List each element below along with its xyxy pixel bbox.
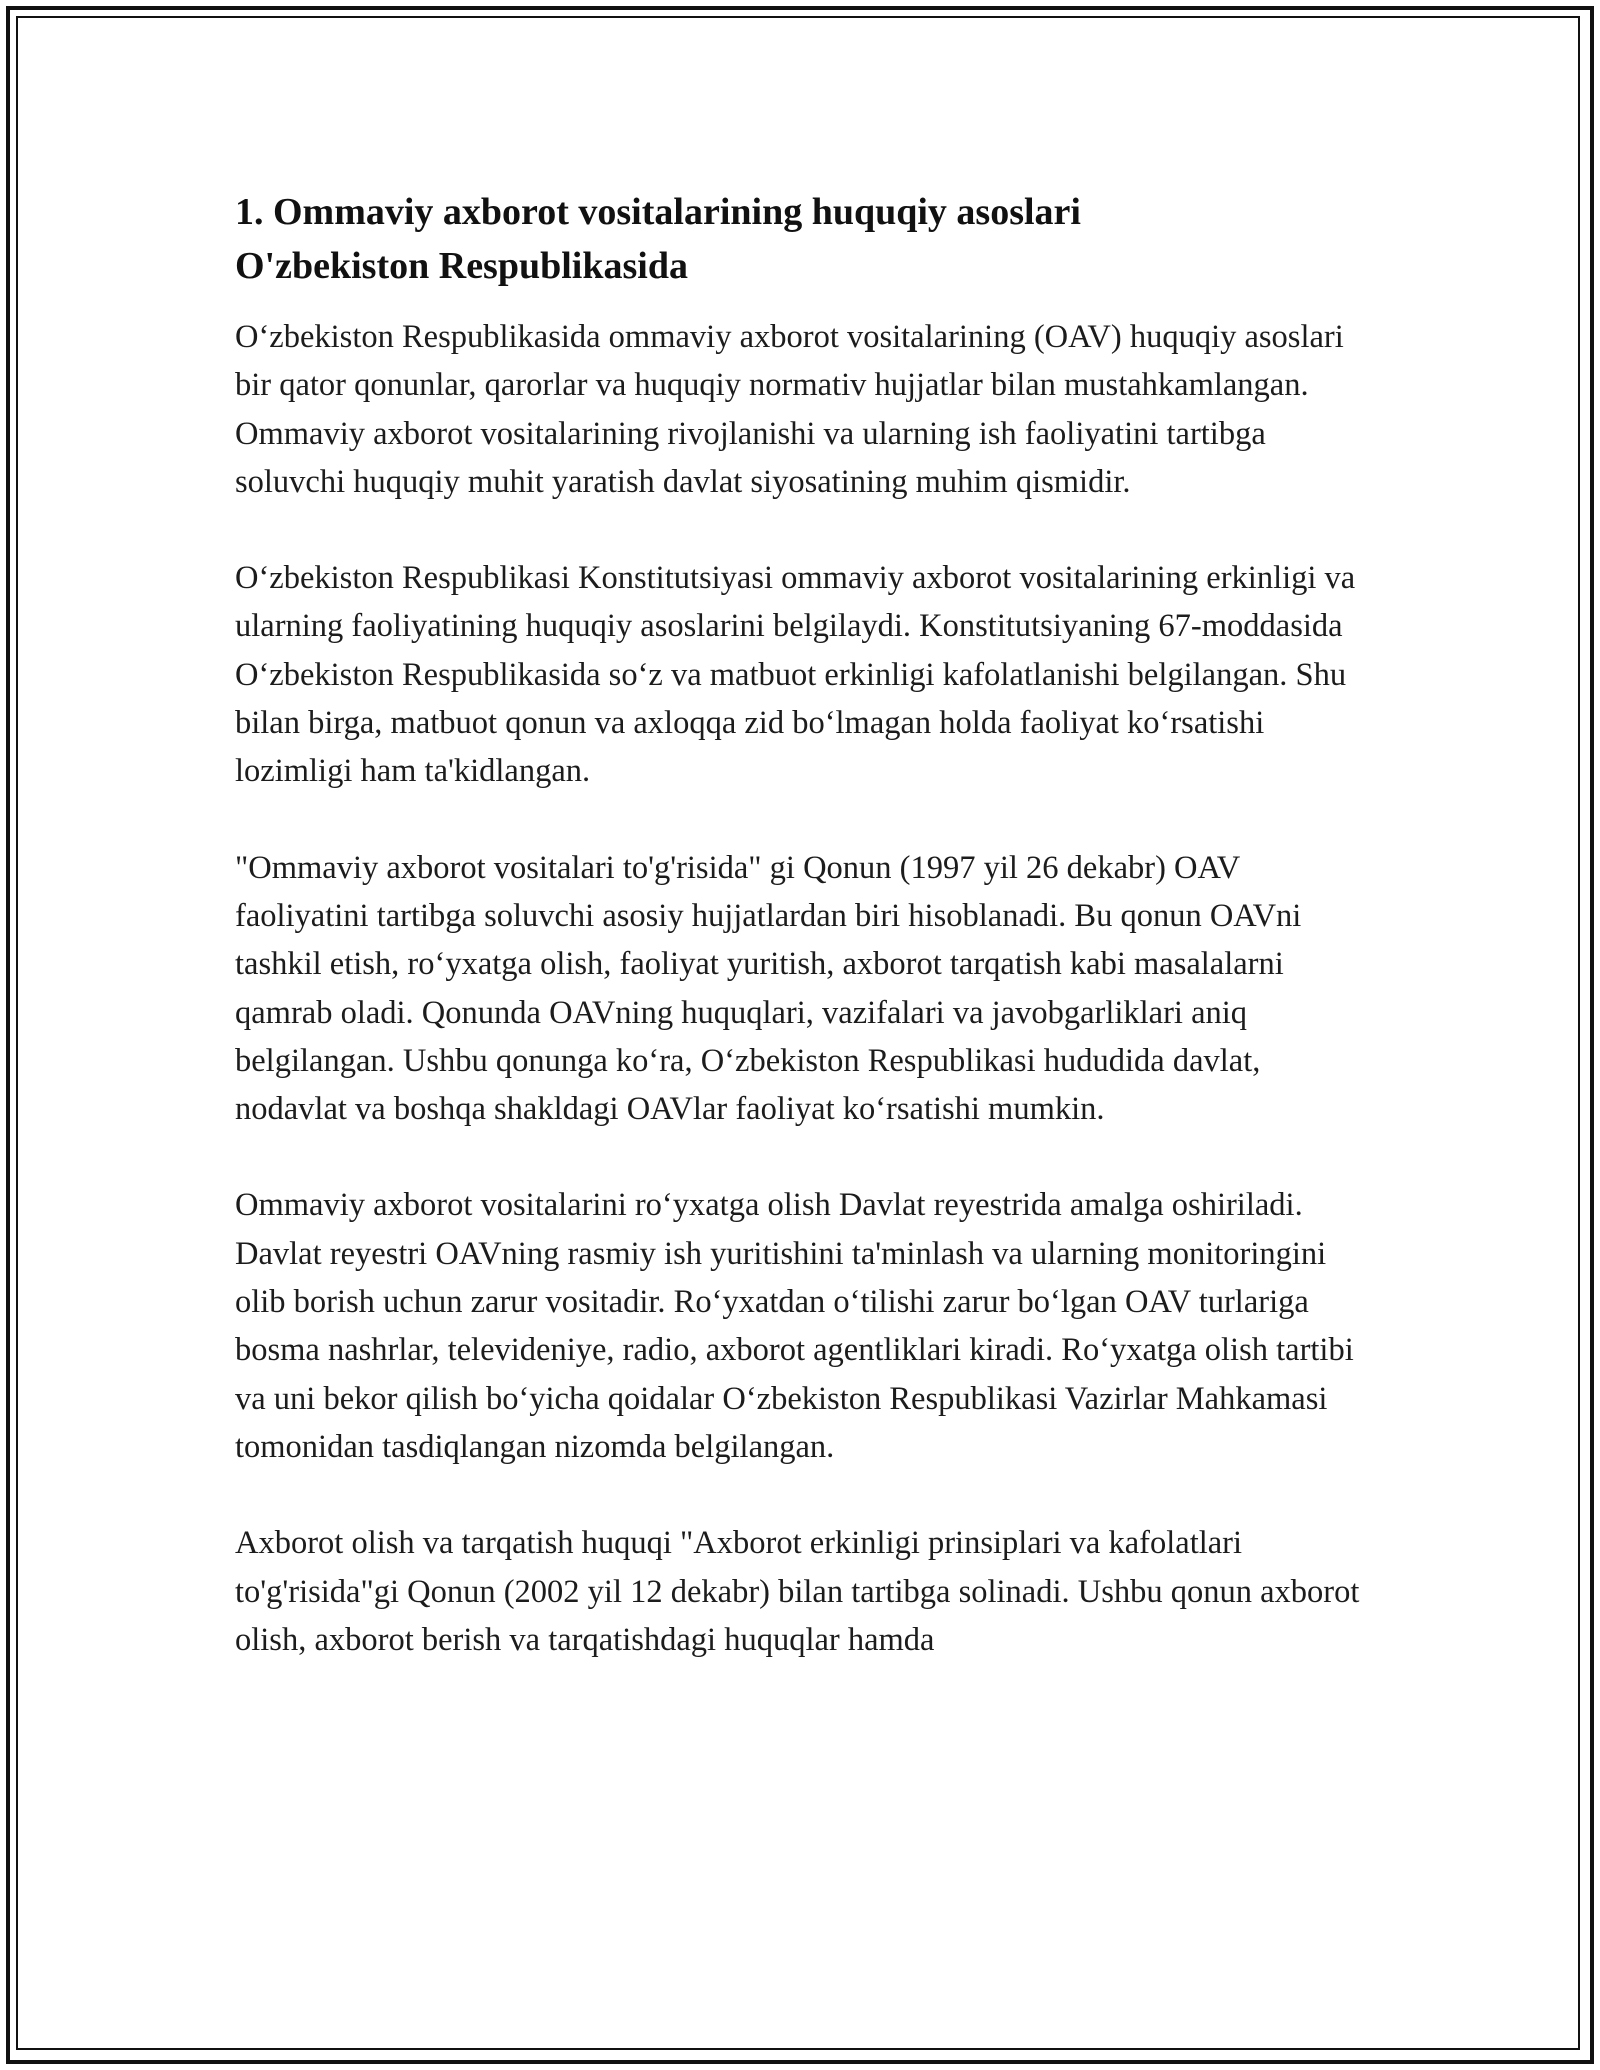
section-title-line-1: 1. Ommaviy axborot vositalarining huquqiy asoslari xyxy=(235,191,1081,233)
paragraph-mass-media-law: "Ommaviy axborot vositalari to'g'risida" gi Qonun (1997 yil 26 dekabr) OAV faoliyatini tartibga soluvchi asosiy hujjatlardan biri hisoblanadi. Bu qonun OAVni tashkil etish, ro‘yxatga olish, faoliyat yuritish, axborot tarqatish kabi masalalarni qamrab oladi. Qonunda OAVning huquqlari, vazifalari va javobgarliklari aniq belgilangan. Ushbu qonunga ko‘ra, O‘zbekiston Respublikasi hududida davlat, nodavlat va boshqa shakldagi OAVlar faoliyat ko‘rsatishi mumkin. xyxy=(235,849,1302,1128)
paragraph-state-registry: Ommaviy axborot vositalarini ro‘yxatga olish Davlat reyestrida amalga oshiriladi. Davlat reyestri OAVning rasmiy ish yuritishini ta'minlash va ularning monitoringini olib borish uchun zarur vositadir. Ro‘yxatdan o‘tilishi zarur bo‘lgan OAV turlariga bosma nashrlar, televideniye, radio, axborot agentliklari kiradi. Ro‘yxatga olish tartibi va uni bekor qilish bo‘yicha qoidalar O‘zbekiston Respublikasi Vazirlar Mahkamasi tomonidan tasdiqlangan nizomda belgilangan. xyxy=(235,1187,1354,1465)
document-body xyxy=(235,185,1375,1712)
section-title xyxy=(235,185,1375,293)
paragraph-legal-basis: O‘zbekiston Respublikasida ommaviy axborot vositalarining (OAV) huquqiy asoslari bir qator qonunlar, qarorlar va huquqiy normativ hujjatlar bilan mustahkamlangan. Ommaviy axborot vositalarining rivojlanishi va ularning ish faoliyatini tartibga soluvchi huquqiy muhit yaratish davlat siyosatining muhim qismidir. xyxy=(235,319,1344,500)
section-title-line-2: O'zbekiston Respublikasida xyxy=(235,245,688,287)
paragraph-constitution: O‘zbekiston Respublikasi Konstitutsiyasi ommaviy axborot vositalarining erkinligi va ularning faoliyatining huquqiy asoslarini belgilaydi. Konstitutsiyaning 67-moddasida O‘zbekiston Respublikasida so‘z va matbuot erkinligi kafolatlanishi belgilangan. Shu bilan birga, matbuot qonun va axloqqa zid bo‘lmagan holda faoliyat ko‘rsatishi lozimligi ham ta'kidlangan. xyxy=(235,560,1356,790)
paragraph-freedom-of-information: Axborot olish va tarqatish huquqi "Axborot erkinligi prinsiplari va kafolatlari to'g'risida"gi Qonun (2002 yil 12 dekabr) bilan tartibga solinadi. Ushbu qonun axborot olish, axborot berish va tarqatishdagi huquqlar hamda xyxy=(235,1525,1360,1658)
